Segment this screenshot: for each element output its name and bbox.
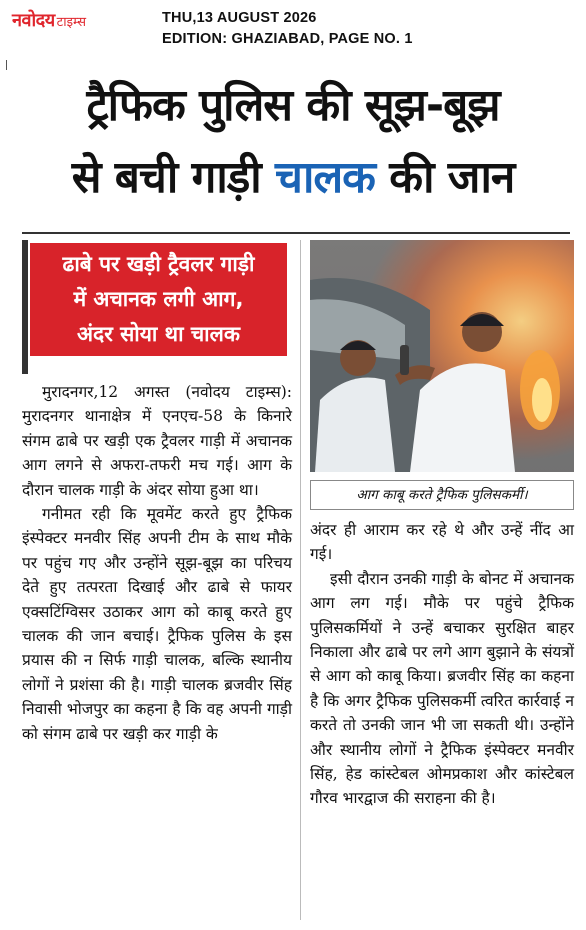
newspaper-logo (12, 8, 86, 34)
headline-line-2-end: की जान (374, 152, 515, 203)
headline (0, 70, 586, 214)
headline-line-1: ट्रैफिक पुलिस की सूझ-बूझ (86, 80, 500, 131)
crop-mark (6, 60, 7, 70)
edition-info (162, 8, 413, 50)
article-paragraph: अंदर ही आराम कर रहे थे और उन्हें नींद आ गई। (310, 521, 574, 564)
logo-sub-text: टाइम्स (56, 15, 86, 30)
headline-rule (22, 232, 570, 234)
news-photo (310, 240, 574, 472)
subheadline-box (30, 243, 287, 356)
edition-line: EDITION: GHAZIABAD, PAGE NO. 1 (162, 31, 413, 47)
headline-highlight-word: चालक (275, 152, 375, 203)
headline-line-2-start: से बची गाड़ी (71, 152, 275, 203)
article-paragraph: इसी दौरान उनकी गाड़ी के बोनट में अचानक आग लग गई। मौके पर पहुंचे ट्रैफिक पुलिसकर्मियों ने उन्हें बचाकर सुरक्षित बाहर निकाला और ढाबे पर लगे आग बुझाने के संयत्रों से आग को काबू किया। ब्रजवीर सिंह का कहना है कि अगर ट्रैफिक पुलिसकर्मी त्वरित कार्रवाई न करते तो उनकी जान भी जा सकती थी। उन्होंने और स्थानीय लोगों ने ट्रैफिक इंस्पेक्टर मनवीर सिंह, हेड कांस्टेबल ओमप्रकाश और कांस्टेबल गौरव भारद्वाज की सराहना की है। (310, 569, 574, 808)
subhead-line-3: अंदर सोया था चालक (77, 322, 240, 346)
article-paragraph: मुरादनगर,12 अगस्त (नवोदय टाइम्स): मुरादनगर थानाक्षेत्र में एनएच-58 के किनारे संगम ढाबे पर खड़ी एक ट्रैवलर गाड़ी में अचानक आग लगने से अफरा-तफरी मच गई। आग के दौरान चालक गाड़ी के अंदर सोया हुआ था। (22, 383, 292, 499)
date-line: THU,13 AUGUST 2026 (162, 10, 317, 26)
column-divider (300, 240, 301, 920)
article-paragraph: गनीमत रही कि मूवमेंट करते हुए ट्रैफिक इंस्पेक्टर मनवीर सिंह अपनी टीम के साथ मौके पर पहुंच गए और उन्होंने सूझ-बूझ का परिचय देते हुए तत्परता दिखाई और ढाबे से फायर एक्सटिंग्विसर उठाकर आग को काबू करते हुए चालक की जान बचाई। ट्रैफिक पुलिस के इस प्रयास की न सिर्फ गाड़ी चालक, बल्कि स्थानीय लोगों ने प्रशंसा की है। गाड़ी चालक ब्रजवीर सिंह निवासी भोजपुर का कहना है कि वह अपनी गाड़ी को संगम ढाबे पर खड़ी कर गाड़ी के (22, 505, 292, 743)
subhead-line-2: में अचानक लगी आग, (73, 287, 244, 311)
logo-main-text: नवोदय (12, 10, 55, 31)
headline-line-2 (0, 142, 586, 214)
article-column-right (310, 518, 574, 811)
article-column-left (22, 380, 292, 746)
photo-caption: आग काबू करते ट्रैफिक पुलिसकर्मी। (310, 480, 574, 510)
subhead-line-1: ढाबे पर खड़ी ट्रैवलर गाड़ी (62, 252, 255, 276)
photo-illustration (310, 240, 574, 472)
masthead (0, 0, 586, 52)
